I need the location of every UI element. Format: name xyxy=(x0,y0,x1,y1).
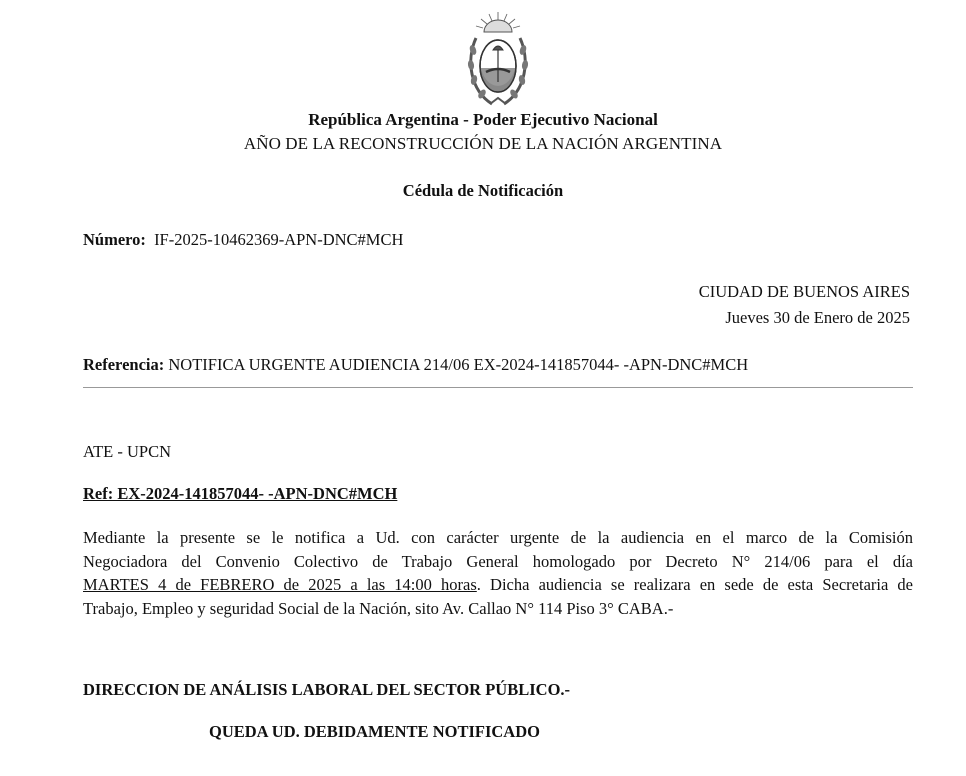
notification-body xyxy=(83,526,913,620)
notification-closing: QUEDA UD. DEBIDAMENTE NOTIFICADO xyxy=(209,722,540,741)
recipient: ATE - UPCN xyxy=(83,442,172,461)
body-line-1: Mediante la presente se le notifica a Ud. con carácter urgente de la audiencia en el marco de la Comisión xyxy=(83,528,913,547)
body-line-4: Trabajo, Empleo y seguridad Social de la Nación, sito Av. Callao N° 114 Piso 3° CABA.- xyxy=(83,598,674,618)
hearing-date: MARTES 4 de FEBRERO de 2025 a las 14:00 horas xyxy=(83,575,477,594)
body-line-3 xyxy=(83,573,913,597)
date: Jueves 30 de Enero de 2025 xyxy=(725,308,910,327)
document-number xyxy=(83,230,403,250)
divider xyxy=(83,387,913,388)
year-motto: AÑO DE LA RECONSTRUCCIÓN DE LA NACIÓN ARGENTINA xyxy=(243,134,723,153)
document-number-label: Número: xyxy=(83,230,146,249)
reference-value: NOTIFICA URGENTE AUDIENCIA 214/06 EX-2024-141857044- -APN-DNC#MCH xyxy=(168,355,749,374)
reference xyxy=(83,355,748,375)
body-line-2: Negociadora del Convenio Colectivo de Trabajo General homologado por Decreto N° 214/06 para el día xyxy=(83,551,913,571)
city: CIUDAD DE BUENOS AIRES xyxy=(698,282,910,301)
issuing-direction: DIRECCION DE ANÁLISIS LABORAL DEL SECTOR PÚBLICO.- xyxy=(83,680,571,699)
reference-line: Ref: EX-2024-141857044- -APN-DNC#MCH xyxy=(83,484,398,503)
header-title: República Argentina - Poder Ejecutivo Nacional xyxy=(308,110,658,129)
reference-label: Referencia: xyxy=(83,355,165,374)
document-type-title: Cédula de Notificación xyxy=(402,181,564,200)
body-line-3-rest: . Dicha audiencia se realizara en sede de esta Secretaria de xyxy=(476,575,914,594)
document-number-value: IF-2025-10462369-APN-DNC#MCH xyxy=(154,230,404,249)
coat-of-arms-seal xyxy=(462,10,534,110)
